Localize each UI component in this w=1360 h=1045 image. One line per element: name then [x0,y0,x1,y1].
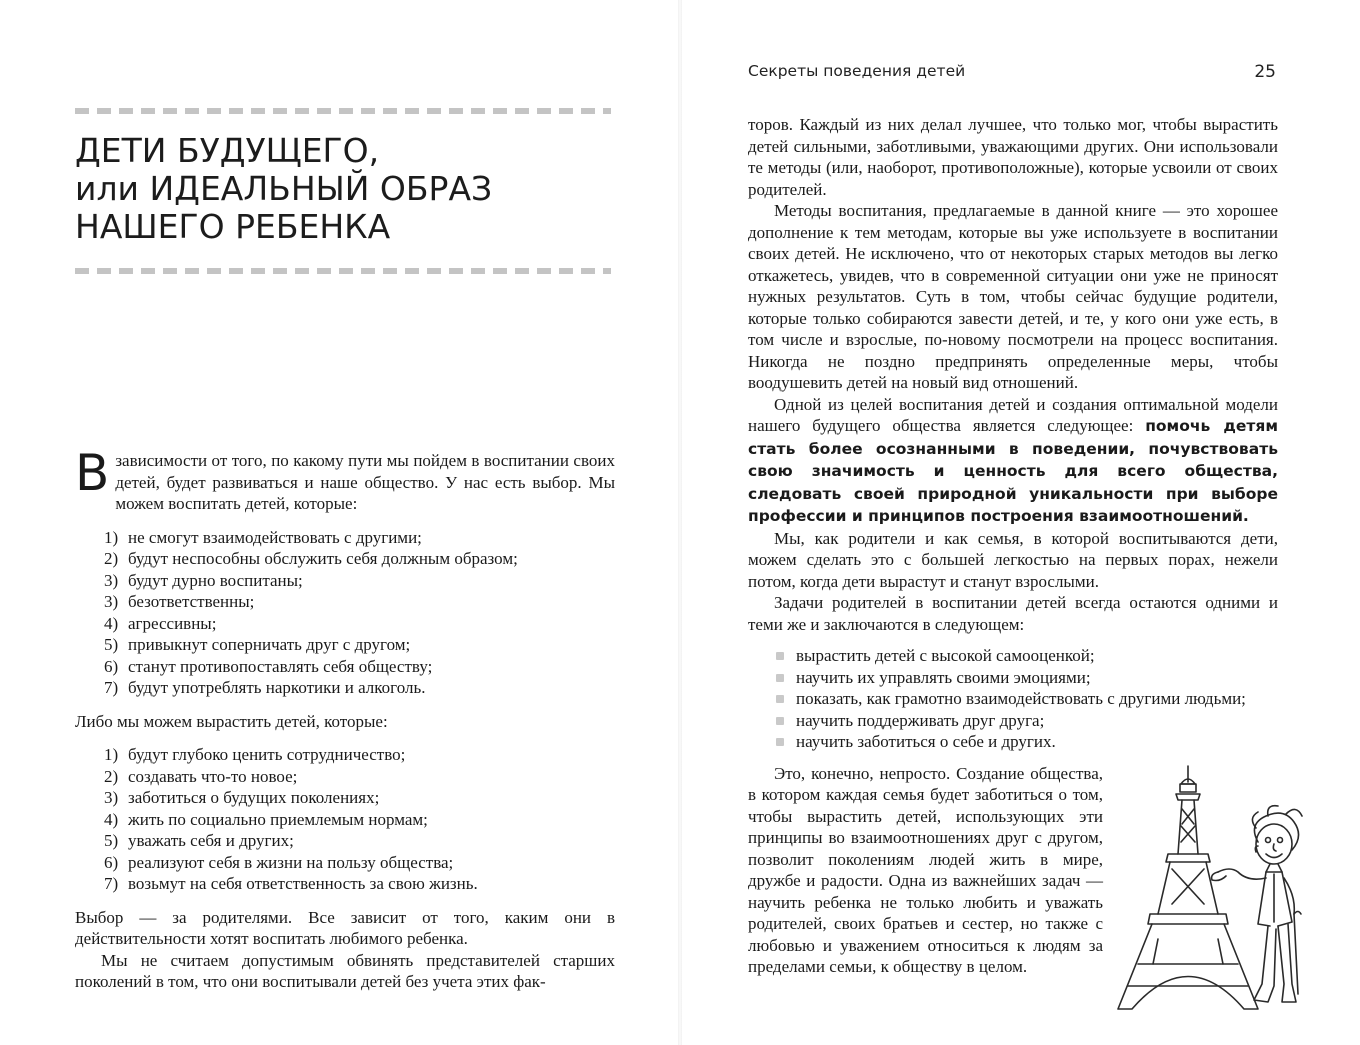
decorative-rule-top [75,108,611,114]
list-text: уважать себя и других; [128,831,294,850]
page-number: 25 [1254,62,1276,82]
square-bullet-icon [776,652,784,660]
list-text: заботиться о будущих поколениях; [128,788,380,807]
paragraph-text: Одной из целей воспитания детей и создания оптимальной модели нашего будущего общества является следующее: [748,394,1278,435]
list-number: 7) [104,678,119,697]
eiffel-tower-boy-illustration [1098,764,1312,1026]
list-number: 1) [104,745,119,764]
tasks-bullet-list [774,645,1278,753]
list-item [104,548,615,570]
list-text: будут глубоко ценить сотрудничество; [128,745,406,764]
list-text: реализуют себя в жизни на пользу общества; [128,852,454,872]
paragraph [748,394,1278,528]
list-number: 6) [104,656,119,676]
list-text: создавать что-то новое; [128,766,298,786]
bullet-item [774,667,1278,689]
square-bullet-icon [776,717,784,725]
square-bullet-icon [776,674,784,682]
list-item [104,852,615,874]
left-body-text [75,444,615,993]
list-text: жить по социально приемлемым нормам; [128,809,428,829]
closing-paragraph: Выбор — за родителями. Все зависит от того, каким они в действительности хотят воспитать любимого ребенка. [75,907,615,948]
list-item [104,527,615,549]
list-item [104,809,615,831]
list-number: 1) [104,527,119,547]
list-text: агрессивны; [128,613,217,633]
negative-traits-list [104,527,615,699]
emphasis-text: помочь детям стать более осознанными в поведении, почувствовать свою значимость и ценность для всего общества, следовать своей природной уникальности при выборе профессии и принципов построения взаимоотношений. [748,417,1279,525]
list-item [104,677,615,699]
right-page [680,0,1360,1045]
intro-paragraph [75,444,615,515]
paragraph: Это, конечно, непросто. Создание общества, в котором каждая семья будет заботиться о том, чтобы вырастить детей, использующих эти принципы во взаимоотношениях друг с другом, позволит поколениям людей жить в мире, дружбе и радости. Одна из важнейших задач — научить ребенка не только любить и уважать родителей, своих братьев и сестер, но также с любовью и уважением относиться к людям за пределами семьи, к обществу в целом. [748,763,1103,976]
bullet-item [774,731,1278,753]
closing-paragraph: Мы не считаем допустимым обвинять представителей старших поколений в том, что они воспитывали детей без учета этих фак- [75,950,615,991]
list-text: возьмут на себя ответственность за свою жизнь. [128,874,478,893]
list-text: безответственны; [128,592,255,611]
list-number: 5) [104,635,119,654]
list-item [104,830,615,852]
list-item [104,591,615,613]
list-text: будут неспособны обслужить себя должным образом; [128,549,518,568]
list-number: 3) [104,592,119,611]
positive-traits-list [104,744,615,895]
bullet-text: научить их управлять своими эмоциями; [796,667,1091,687]
list-number: 2) [104,549,119,568]
list-text: станут противопоставлять себя обществу; [128,656,433,676]
list-item [104,634,615,656]
chapter-title-line: ДЕТИ БУДУЩЕГО, [75,131,380,170]
list-text: не смогут взаимодействовать с другими; [128,527,422,547]
bullet-text: научить поддерживать друг друга; [796,710,1045,730]
bullet-item [774,710,1278,732]
chapter-title [75,132,635,246]
list-number: 3) [104,788,119,807]
list-text: привыкнут соперничать друг с другом; [128,635,411,654]
decorative-rule-bottom [75,268,611,274]
list-number: 6) [104,852,119,872]
list-number: 3) [104,570,119,590]
paragraph: Мы, как родители и как семья, в которой воспитываются дети, можем сделать это с большей легкостью на первых порах, нежели потом, когда дети вырастут и станут взрослыми. [748,528,1278,591]
chapter-title-line: НАШЕГО РЕБЕНКА [75,207,391,246]
bullet-text: вырастить детей с высокой самооценкой; [796,646,1095,665]
list-number: 4) [104,809,119,829]
square-bullet-icon [776,695,784,703]
list-item [104,873,615,895]
list-number: 7) [104,874,119,893]
list-item [104,744,615,766]
list-item [104,613,615,635]
bullet-item [774,688,1278,710]
list-text: будут дурно воспитаны; [128,570,303,590]
running-head: Секреты поведения детей [748,62,966,80]
list-text: будут употреблять наркотики и алкоголь. [128,678,426,697]
drop-cap: В [75,444,110,502]
list-item [104,766,615,788]
list-item [104,656,615,678]
list-item [104,787,615,809]
bullet-text: показать, как грамотно взаимодействовать с другими людьми; [796,689,1246,708]
list-number: 2) [104,766,119,786]
paragraph: торов. Каждый из них делал лучшее, что только мог, чтобы вырастить детей сильными, заботливыми, уважающими других. Они использовали те методы (или, наоборот, противоположные), которые усвоили от своих родителей. [748,115,1278,199]
intro-text: зависимости от того, по какому пути мы пойдем в воспитании своих детей, будет развиваться и наше общество. У нас есть выбор. Мы можем воспитать детей, которые: [115,451,615,513]
list-item [104,570,615,592]
middle-paragraph: Либо мы можем вырастить детей, которые: [75,711,388,731]
list-number: 5) [104,831,119,850]
bullet-item [774,645,1278,667]
bullet-text: научить заботиться о себе и других. [796,732,1056,751]
paragraph: Задачи родителей в воспитании детей всегда остаются одними и теми же и заключаются в следующем: [748,593,1278,634]
paragraph: Методы воспитания, предлагаемые в данной книге — это хорошее дополнение к тем методам, которые вы уже используете в воспитании своих детей. Не исключено, что от некоторых старых методов вы легко откажетесь, увидев, что в современной ситуации они уже не приносят нужных результатов. Суть в том, чтобы сейчас будущие родители, которые только собираются завести детей, и те, у кого они уже есть, в том числе и взрослые, по-новому посмотрели на процесс воспитания. Никогда не поздно предпринять определенные меры, чтобы воодушевить детей на новый вид отношений. [748,201,1278,392]
chapter-title-line: или ИДЕАЛЬНЫЙ ОБРАЗ [75,169,493,208]
list-number: 4) [104,613,119,633]
square-bullet-icon [776,738,784,746]
